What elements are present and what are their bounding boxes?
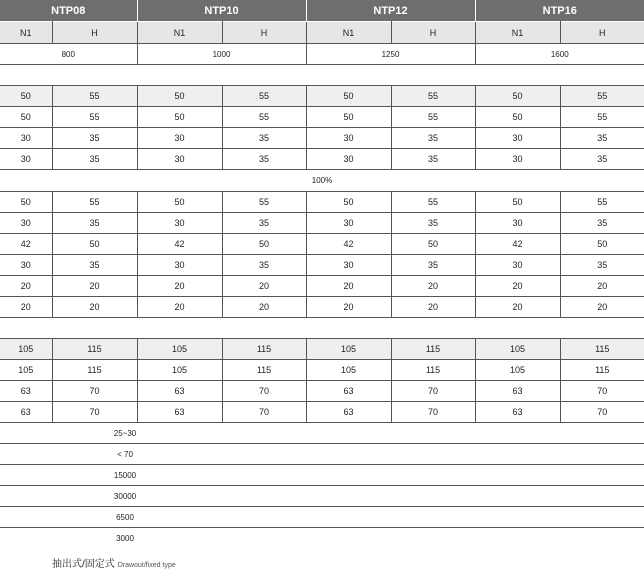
table-cell: 50 <box>0 107 52 128</box>
single-value-cell <box>0 444 644 465</box>
table-cell: 35 <box>560 128 644 149</box>
table-cell: 55 <box>391 107 475 128</box>
footnote-en: Drawout/fixed type <box>117 562 176 569</box>
table-cell: 20 <box>222 297 306 318</box>
footnote-zh: 抽出式/固定式 <box>52 559 115 570</box>
single-value-cell <box>0 465 644 486</box>
table-cell: 42 <box>306 234 391 255</box>
rated-current-cell: 1250 <box>306 44 475 65</box>
table-cell: 42 <box>0 234 52 255</box>
table-cell: 20 <box>306 276 391 297</box>
single-value-row <box>0 528 644 549</box>
table-cell: 70 <box>52 402 137 423</box>
rated-current-cell: 1600 <box>475 44 644 65</box>
subheader-cell: N1 <box>0 22 52 44</box>
table-cell: 20 <box>560 297 644 318</box>
table-cell: 115 <box>560 360 644 381</box>
table-cell: 20 <box>52 297 137 318</box>
table-cell: 30 <box>306 255 391 276</box>
table-cell: 35 <box>560 213 644 234</box>
table-cell: 115 <box>391 339 475 360</box>
header-row <box>0 0 644 22</box>
table-cell: 55 <box>391 86 475 107</box>
table-cell: 50 <box>222 234 306 255</box>
single-value: 30000 <box>113 491 137 501</box>
full-span-row <box>0 170 644 192</box>
table-cell: 105 <box>475 360 560 381</box>
table-cell: 20 <box>52 276 137 297</box>
table-cell: 30 <box>306 128 391 149</box>
single-value-cell <box>0 423 644 444</box>
table-row <box>0 276 644 297</box>
table-cell: 50 <box>475 192 560 213</box>
table-cell: 50 <box>52 234 137 255</box>
table-cell: 50 <box>560 234 644 255</box>
table-cell: 35 <box>52 128 137 149</box>
table-cell: 50 <box>0 86 52 107</box>
table-cell: 50 <box>0 192 52 213</box>
table-row <box>0 339 644 360</box>
rated-current-row <box>0 44 644 65</box>
table-row <box>0 86 644 107</box>
subheader-cell: N1 <box>475 22 560 44</box>
table-cell: 115 <box>222 339 306 360</box>
table-cell: 50 <box>306 107 391 128</box>
table-cell: 35 <box>391 128 475 149</box>
table-cell: 70 <box>560 381 644 402</box>
footnote <box>52 555 176 570</box>
table-cell: 30 <box>0 255 52 276</box>
table-cell: 42 <box>137 234 222 255</box>
table-cell: 55 <box>560 107 644 128</box>
table-cell: 115 <box>391 360 475 381</box>
single-value-row <box>0 486 644 507</box>
table-cell: 50 <box>391 234 475 255</box>
table-cell: 35 <box>222 128 306 149</box>
subheader-cell: H <box>222 22 306 44</box>
table-cell: 30 <box>306 149 391 170</box>
table-row <box>0 402 644 423</box>
table-cell: 105 <box>137 339 222 360</box>
single-value-cell <box>0 507 644 528</box>
full-span-cell: 100% <box>0 170 644 192</box>
table-cell: 30 <box>137 255 222 276</box>
table-cell: 50 <box>137 86 222 107</box>
spacer-row <box>0 65 644 86</box>
table-cell: 35 <box>52 255 137 276</box>
rated-current-cell: 800 <box>0 44 137 65</box>
table-cell: 30 <box>0 213 52 234</box>
single-value: 25~30 <box>113 428 137 438</box>
single-value: 3000 <box>116 533 134 543</box>
table-cell: 30 <box>475 255 560 276</box>
table-cell: 55 <box>560 86 644 107</box>
subheader-cell: H <box>52 22 137 44</box>
subheader-cell: N1 <box>137 22 222 44</box>
table-cell: 50 <box>137 192 222 213</box>
table-cell: 20 <box>560 276 644 297</box>
table-cell: 55 <box>222 107 306 128</box>
table-row <box>0 255 644 276</box>
table-cell: 115 <box>52 360 137 381</box>
table-cell: 105 <box>306 339 391 360</box>
table-cell: 30 <box>475 128 560 149</box>
table-cell: 35 <box>560 255 644 276</box>
table-cell: 35 <box>222 213 306 234</box>
table-cell: 105 <box>137 360 222 381</box>
table-cell: 55 <box>52 86 137 107</box>
table-cell: 105 <box>306 360 391 381</box>
single-value: 15000 <box>113 470 137 480</box>
table-row <box>0 297 644 318</box>
table-cell: 30 <box>0 128 52 149</box>
single-value: < 70 <box>117 449 133 459</box>
table-cell: 63 <box>137 381 222 402</box>
single-value-row <box>0 507 644 528</box>
subheader-cell: H <box>391 22 475 44</box>
table-cell: 50 <box>475 86 560 107</box>
table-row <box>0 107 644 128</box>
table-cell: 20 <box>306 297 391 318</box>
single-value-row <box>0 444 644 465</box>
table-cell: 30 <box>475 149 560 170</box>
table-cell: 50 <box>137 107 222 128</box>
table-cell: 30 <box>475 213 560 234</box>
table-cell: 35 <box>222 255 306 276</box>
table-cell: 70 <box>560 402 644 423</box>
table-row <box>0 192 644 213</box>
subheader-row <box>0 22 644 44</box>
table-cell: 115 <box>222 360 306 381</box>
table-cell: 35 <box>52 213 137 234</box>
table-cell: 35 <box>52 149 137 170</box>
table-row <box>0 149 644 170</box>
table-cell: 115 <box>560 339 644 360</box>
table-cell: 63 <box>475 381 560 402</box>
table-row <box>0 381 644 402</box>
table-cell: 50 <box>306 192 391 213</box>
table-row <box>0 128 644 149</box>
table-cell: 55 <box>222 192 306 213</box>
table-cell: 20 <box>475 276 560 297</box>
table-cell: 35 <box>391 255 475 276</box>
table-cell: 105 <box>0 360 52 381</box>
table-cell: 63 <box>0 402 52 423</box>
table-cell: 63 <box>0 381 52 402</box>
subheader-cell: N1 <box>306 22 391 44</box>
table-cell: 63 <box>306 381 391 402</box>
table-cell: 20 <box>222 276 306 297</box>
table-cell: 115 <box>52 339 137 360</box>
table-cell: 63 <box>475 402 560 423</box>
spacer-cell <box>0 65 644 86</box>
table-cell: 55 <box>52 192 137 213</box>
table-cell: 35 <box>560 149 644 170</box>
model-header: NTP12 <box>306 0 475 22</box>
model-header: NTP10 <box>137 0 306 22</box>
single-value-cell <box>0 486 644 507</box>
single-value-row <box>0 423 644 444</box>
table-cell: 105 <box>0 339 52 360</box>
table-cell: 35 <box>391 149 475 170</box>
single-value-row <box>0 465 644 486</box>
table-cell: 55 <box>560 192 644 213</box>
rated-current-cell: 1000 <box>137 44 306 65</box>
table-cell: 63 <box>137 402 222 423</box>
spacer-cell <box>0 318 644 339</box>
table-cell: 30 <box>306 213 391 234</box>
table-row <box>0 360 644 381</box>
table-cell: 30 <box>0 149 52 170</box>
table-cell: 35 <box>391 213 475 234</box>
table-cell: 55 <box>391 192 475 213</box>
table-cell: 63 <box>306 402 391 423</box>
table-cell: 70 <box>222 402 306 423</box>
subheader-cell: H <box>560 22 644 44</box>
table-cell: 50 <box>475 107 560 128</box>
model-header: NTP08 <box>0 0 137 22</box>
table-cell: 42 <box>475 234 560 255</box>
table-cell: 55 <box>222 86 306 107</box>
table-cell: 20 <box>475 297 560 318</box>
table-cell: 70 <box>52 381 137 402</box>
spacer-row <box>0 318 644 339</box>
table-cell: 70 <box>391 402 475 423</box>
table-cell: 20 <box>0 276 52 297</box>
table-cell: 70 <box>391 381 475 402</box>
table-cell: 50 <box>306 86 391 107</box>
single-value-cell <box>0 528 644 549</box>
table-cell: 70 <box>222 381 306 402</box>
table-cell: 55 <box>52 107 137 128</box>
table-cell: 35 <box>222 149 306 170</box>
table-cell: 30 <box>137 128 222 149</box>
table-cell: 20 <box>137 276 222 297</box>
model-header: NTP16 <box>475 0 644 22</box>
single-value: 6500 <box>116 512 134 522</box>
table-cell: 30 <box>137 149 222 170</box>
table-cell: 20 <box>391 297 475 318</box>
table-cell: 30 <box>137 213 222 234</box>
table-row <box>0 213 644 234</box>
table-cell: 20 <box>391 276 475 297</box>
table-cell: 20 <box>0 297 52 318</box>
table-row <box>0 234 644 255</box>
table-cell: 20 <box>137 297 222 318</box>
table-cell: 105 <box>475 339 560 360</box>
